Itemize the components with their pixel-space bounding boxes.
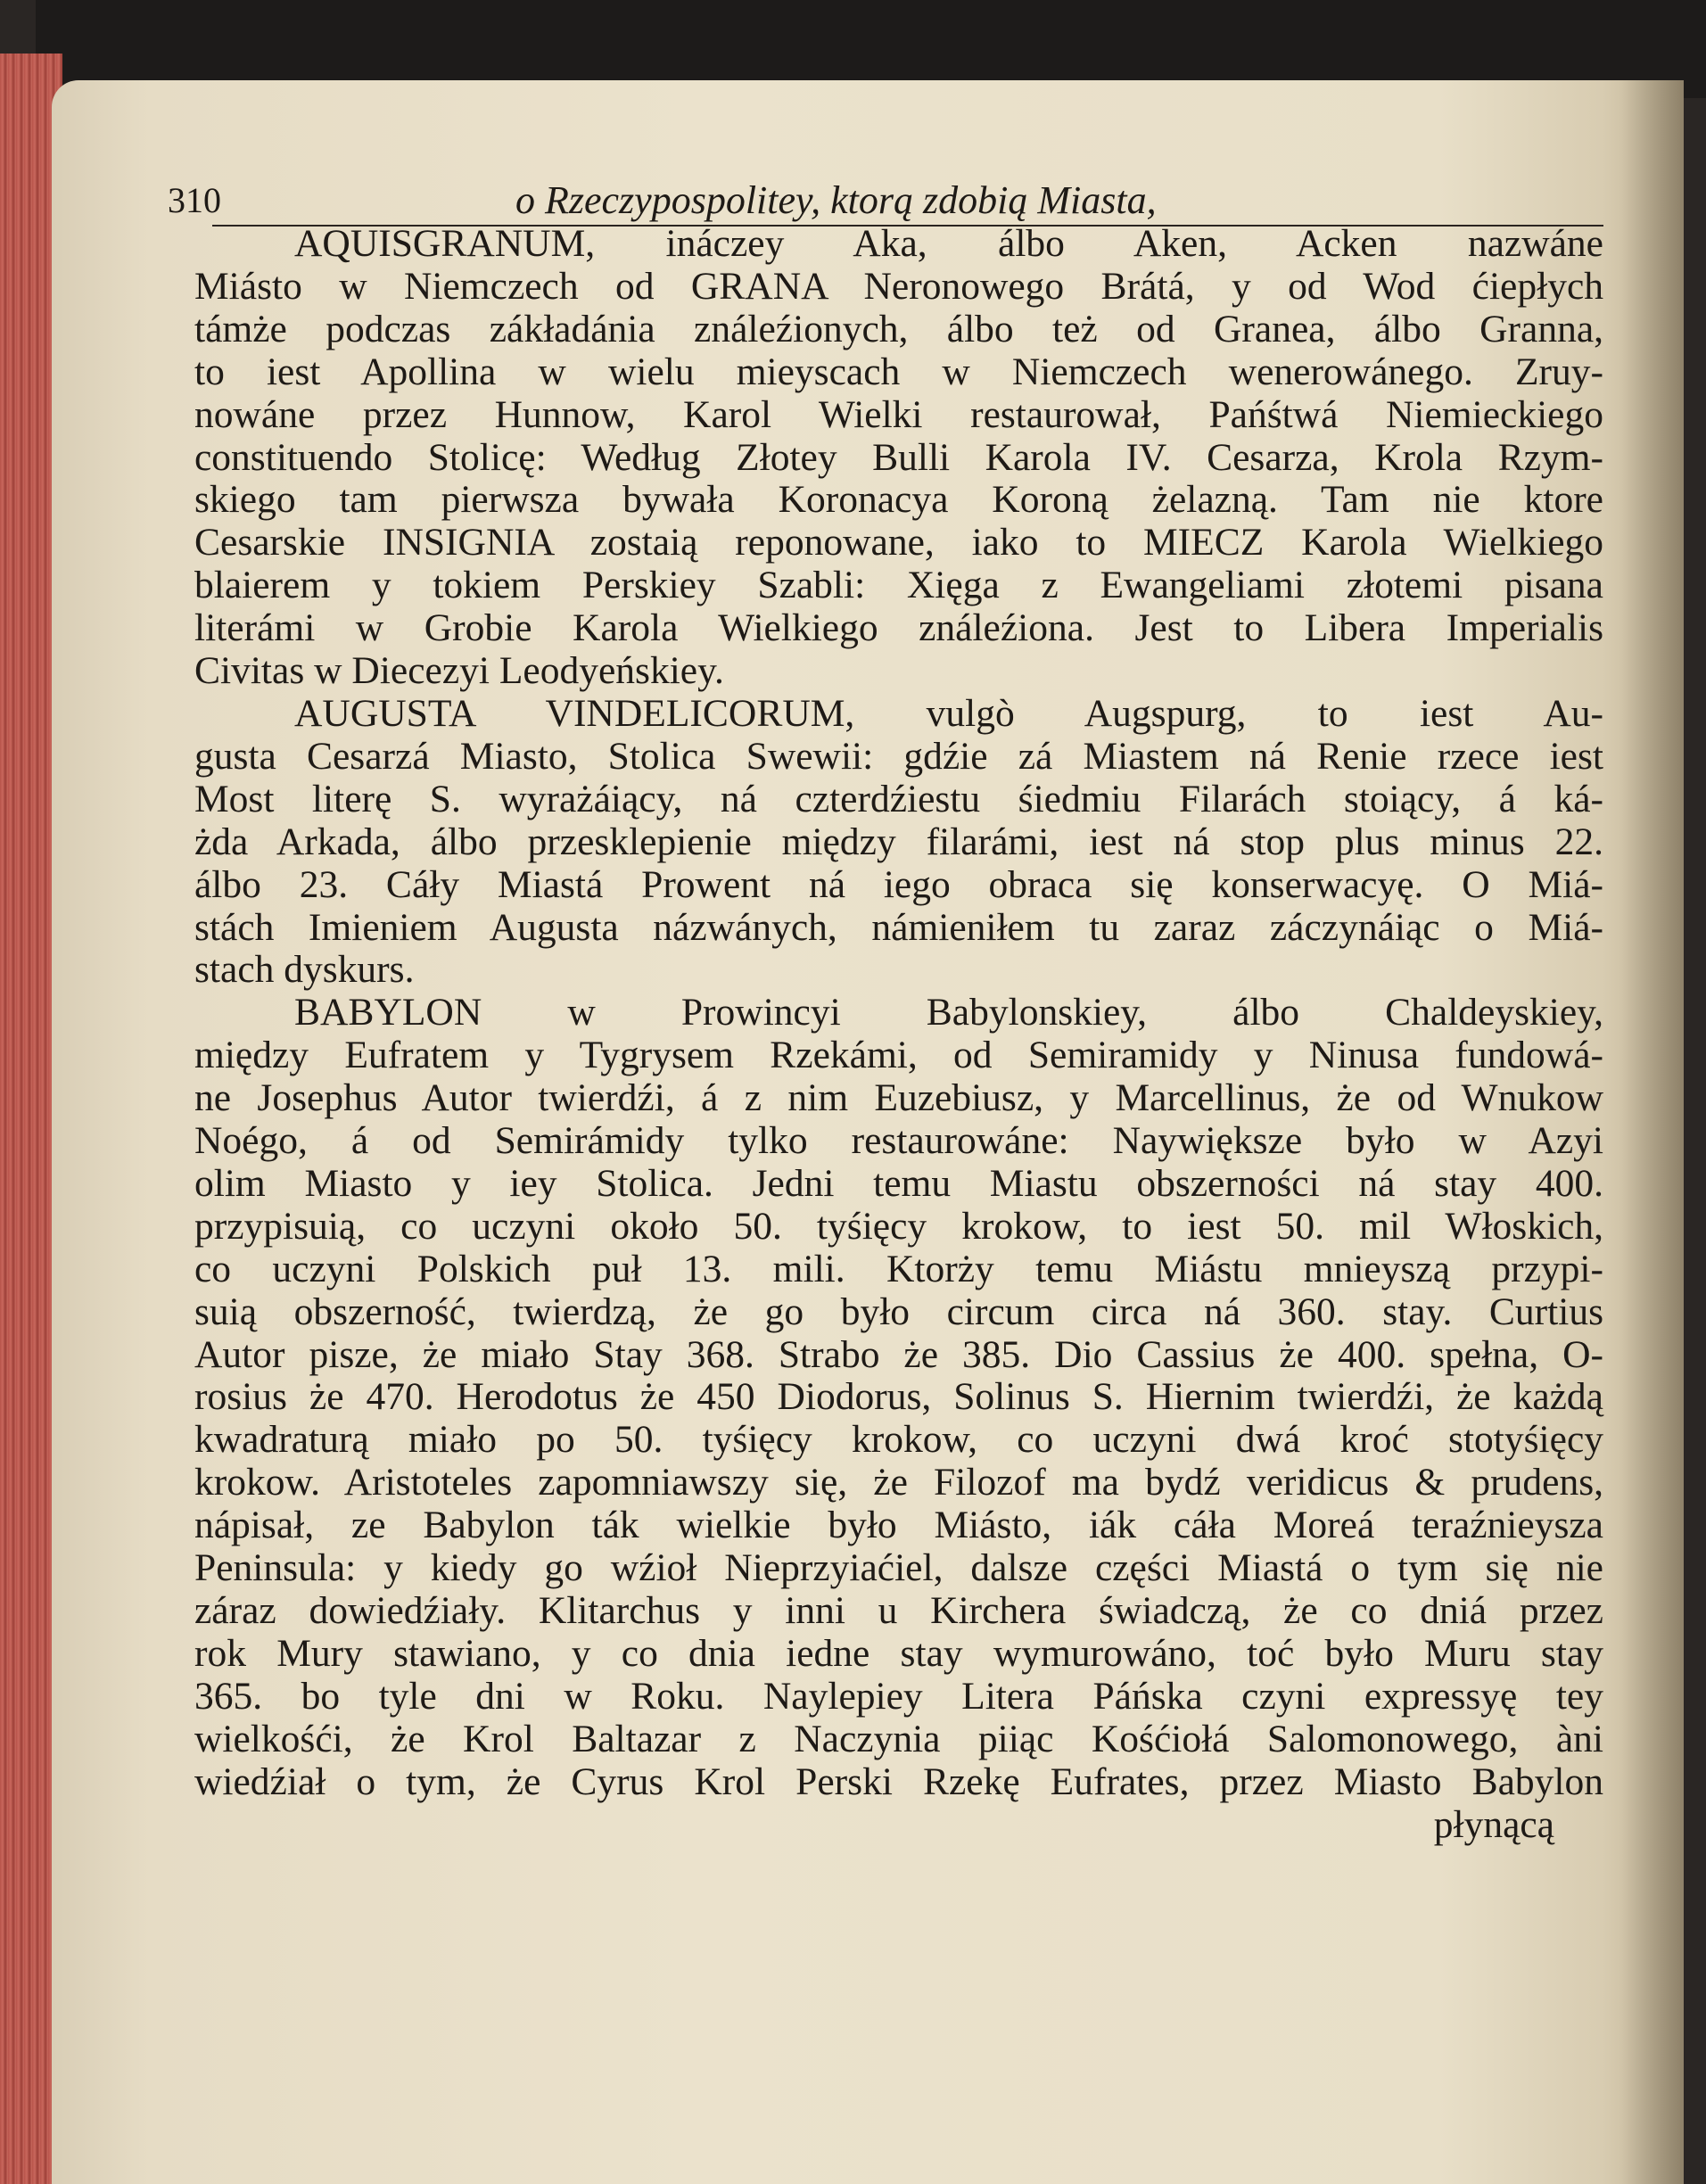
text-line: Peninsula: y kiedy go wźioł Nieprzyiaćiel, dalsze części Miastá o tym się nie — [194, 1546, 1603, 1590]
page-text — [141, 178, 1603, 1846]
text-line: co uczyni Polskich puł 13. mili. Ktorży temu Miástu mnieyszą przypi- — [194, 1247, 1603, 1290]
text-line: Autor pisze, że miało Stay 368. Strabo że 385. Dio Cassius że 400. spełna, O- — [194, 1332, 1603, 1376]
running-title: o Rzeczypospolitey, ktorą zdobią Miasta, — [515, 178, 1157, 222]
paragraph-babylon — [141, 992, 1603, 1803]
text-line: suią obszerność, twierdzą, że go było circum circa ná 360. stay. Curtius — [194, 1290, 1603, 1333]
running-head — [141, 178, 1603, 223]
text-line: stach dyskurs. — [194, 948, 415, 992]
text-line: Miásto w Niemczech od GRANA Neronowego Brátá, y od Wod ćiepłych — [194, 264, 1603, 308]
catchword: płynącą — [1433, 1802, 1554, 1846]
page-number: 310 — [168, 180, 221, 220]
text-line: literámi w Grobie Karola Wielkiego ználeźiona. Jest to Libera Imperialis — [194, 606, 1603, 650]
text-line: ne Josephus Autor twierdźi, á z nim Euzebiusz, y Marcellinus, że od Wnukow — [194, 1076, 1603, 1120]
text-line: zárаz dowiedźiały. Klitarchus y inni u Kirchera świadczą, że co dniá przez — [194, 1589, 1603, 1632]
text-line: Cesarskie INSIGNIA zostaią reponowane, iako to MIECZ Karola Wielkiego — [194, 521, 1603, 565]
text-line: blaierem y tokiem Perskiey Szabli: Xięga z Ewangeliami złotemi pisana — [194, 564, 1603, 607]
text-line: támże podczas zákładánia ználeźionych, álbo też od Granea, álbo Granna, — [194, 307, 1603, 350]
text-line: Most literę S. wyrażáiący, ná czterdźiestu śiedmiu Filarách stoiący, á ká- — [194, 777, 1603, 820]
text-line: żda Arkada, álbo przesklepienie między filarámi, iest ná stop plus minus 22. — [194, 820, 1603, 863]
text-line: 365. bo tyle dni w Roku. Naylepiey Litera Páńska czyni expressyę tey — [194, 1674, 1603, 1718]
text-line: przypisuią, co uczyni około 50. tyśięcy krokow, to iest 50. mil Włoskich, — [194, 1204, 1603, 1248]
text-line: rosius że 470. Herodotus że 450 Diodorus, Solinus S. Hiernim twierdźi, że każdą — [194, 1375, 1603, 1419]
text-line: wielkośći, że Krol Baltazar z Naczynia piiąc Kośćiołá Salomonowego, àni — [194, 1717, 1603, 1760]
text-line: wiedźiał o tym, że Cyrus Krol Perski Rzekę Eufrates, przez Miasto Babylon — [194, 1760, 1603, 1803]
header-rule — [212, 225, 1603, 227]
text-line: to iest Apollina w wielu mieyscach w Niemczech wenerowánego. Zruy- — [194, 350, 1603, 393]
text-line: BABYLON w Prowincyi Babylonskiey, álbo Chaldeyskiey, — [294, 991, 1603, 1034]
text-line: krokow. Aristoteles zapomniawszy się, że Filozof ma bydź veridicus & prudens, — [194, 1461, 1603, 1504]
text-line: AUGUSTA VINDELICORUM, vulgò Augspurg, to iest Au- — [294, 691, 1603, 735]
text-line: AQUISGRANUM, ináczey Aka, álbo Aken, Acken nazwáne — [294, 222, 1603, 265]
text-line: kwadraturą miało po 50. tyśięcy krokow, co uczyni dwá kroć stotyśięcy — [194, 1418, 1603, 1462]
text-line: olim Miasto y iey Stolica. Jedni temu Miastu obszerności ná stay 400. — [194, 1161, 1603, 1205]
text-line: gusta Cesarzá Miasto, Stolica Swewii: gdźie zá Miastem ná Renie rzece iest — [194, 734, 1603, 778]
paragraph-augusta — [141, 693, 1603, 992]
text-line: nowáne przez Hunnow, Karol Wielki restaurował, Pańśtwá Niemieckiego — [194, 392, 1603, 436]
text-line: Noégo, á od Semirámidy tylko restaurowáne: Naywiększe było w Azyi — [194, 1119, 1603, 1163]
text-line: Civitas w Diecezyi Leodyeńskiey. — [194, 649, 724, 693]
paragraph-aquisgranum — [141, 223, 1603, 693]
text-line: álbo 23. Cáły Miastá Prowent ná iego obraca się konserwacyę. O Miá- — [194, 862, 1603, 906]
text-line: między Eufratem y Tygrysem Rzekámi, od Semiramidy y Ninusa fundowá- — [194, 1034, 1603, 1077]
text-line: rok Mury stawiano, y co dnia iedne stay wymurowáno, toć było Muru stay — [194, 1631, 1603, 1675]
text-line: skiego tam pierwsza bywała Koronacya Koroną żelazną. Tam nie ktore — [194, 478, 1603, 522]
text-line: constituendo Stolicę: Według Złotey Bulli Karola IV. Cesarza, Krola Rzym- — [194, 435, 1603, 479]
text-line: nápisał, ze Babylon ták wielkie było Miásto, iák cáła Moreá teraźnieysza — [194, 1504, 1603, 1547]
book-page — [52, 80, 1684, 2184]
text-line: stách Imieniem Augusta názwánych, námieniłem tu zaraz záczynáiąc o Miá- — [194, 905, 1603, 949]
